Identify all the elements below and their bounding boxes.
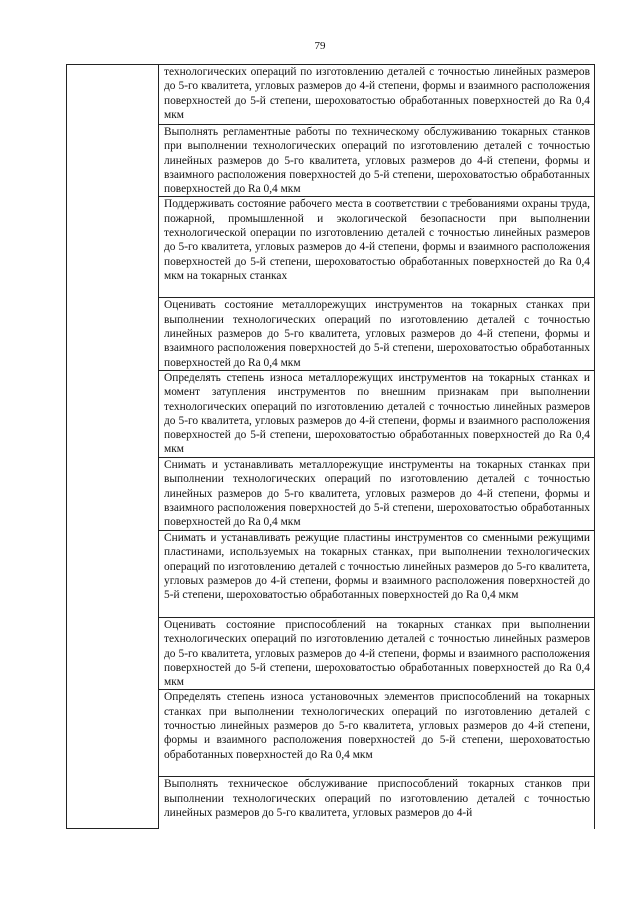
skill-text: Оценивать состояние металлорежущих инструментов на токарных станках при выполнении технологических операций по изготовлению деталей с точностью линейных размеров до 5-го квалитета, угловых размеров до 4-й степени, формы и взаимного расположения поверхностей до 5-й степени, шероховатостью обработанных поверхностей до Ra 0,4 мкм xyxy=(164,299,590,369)
skill-cell xyxy=(159,617,595,689)
skill-cell xyxy=(159,125,595,197)
skill-text: Выполнять регламентные работы по техническому обслуживанию токарных станков при выполнении технологических операций по изготовлению деталей с точностью линейных размеров до 5-го квалитета, угловых размеров до 4-й степени, формы и взаимного расположения поверхностей до 5-й степени, шероховатостью обработанных поверхностей до Ra 0,4 мкм xyxy=(164,126,590,196)
table-row xyxy=(67,65,595,125)
skill-cell xyxy=(159,530,595,617)
skill-text: Снимать и устанавливать режущие пластины инструментов со сменными режущими пластинами, используемых на токарных станках, при выполнении технологических операций по изготовлению деталей с точностью линейных размеров до 5-го квалитета, угловых размеров до 4-й степени, формы и взаимного расположения поверхностей до 5-й степени, шероховатостью обработанных поверхностей до Ra 0,4 мкм xyxy=(164,531,590,602)
skill-cell xyxy=(159,690,595,777)
skill-cell xyxy=(159,65,595,125)
skill-cell xyxy=(159,298,595,370)
skill-text: Определять степень износа установочных элементов приспособлений на токарных станках при выполнении технологических операций по изготовлению деталей с точностью линейных размеров до 5-го квалитета, угловых размеров до 4-й степени, формы и взаимного расположения поверхностей до 5-й степени, шероховатостью обработанных поверхностей до Ra 0,4 мкм xyxy=(164,691,590,761)
page-number: 79 xyxy=(314,40,326,52)
skill-text: технологических операций по изготовлению деталей с точностью линейных размеров до 5-го квалитета, угловых размеров до 4-й степени, формы и взаимного расположения поверхностей до 5-й степени, шероховатостью обработанных поверхностей до Ra 0,4 мкм xyxy=(164,66,590,121)
skill-cell xyxy=(159,457,595,530)
skill-text: Поддерживать состояние рабочего места в соответствии с требованиями охраны труда, пожарной, промышленной и экологической безопасности при выполнении технологической операции по изготовлению деталей с точностью линейных размеров до 5-го квалитета, угловых размеров до 4-й степени, формы и взаимного расположения поверхностей до 5-й степени, шероховатостью обработанных поверхностей до Ra 0,4 мкм на токарных станках xyxy=(164,198,590,282)
skill-text: Оценивать состояние приспособлений на токарных станках при выполнении технологических операций по изготовлению деталей с точностью линейных размеров до 5-го квалитета, угловых размеров до 4-й степени, формы и взаимного расположения поверхностей до 5-й степени, шероховатостью обработанных поверхностей до Ra 0,4 мкм xyxy=(164,618,590,689)
skill-text: Снимать и устанавливать металлорежущие инструменты на токарных станках при выполнении технологических операций по изготовлению деталей с точностью линейных размеров до 5-го квалитета, угловых размеров до 4-й степени, формы и взаимного расположения поверхностей до 5-й степени, шероховатостью обработанных поверхностей до Ra 0,4 мкм xyxy=(164,458,590,529)
left-column-cell xyxy=(67,65,159,829)
skill-text: Определять степень износа металлорежущих инструментов на токарных станках и момент затупления инструментов по внешним признакам при выполнении технологических операций по изготовлению деталей с точностью линейных размеров до 5-го квалитета, угловых размеров до 4-й степени, формы и взаимного расположения поверхностей до 5-й степени, шероховатостью обработанных поверхностей до Ra 0,4 мкм xyxy=(164,371,590,456)
skill-cell xyxy=(159,777,595,829)
skill-text: Выполнять техническое обслуживание приспособлений токарных станков при выполнении технологических операций по изготовлению деталей с точностью линейных размеров до 5-го квалитета, угловых размеров до 4-й xyxy=(164,778,590,820)
skill-cell xyxy=(159,370,595,457)
skill-cell xyxy=(159,197,595,298)
skills-table xyxy=(66,64,595,829)
